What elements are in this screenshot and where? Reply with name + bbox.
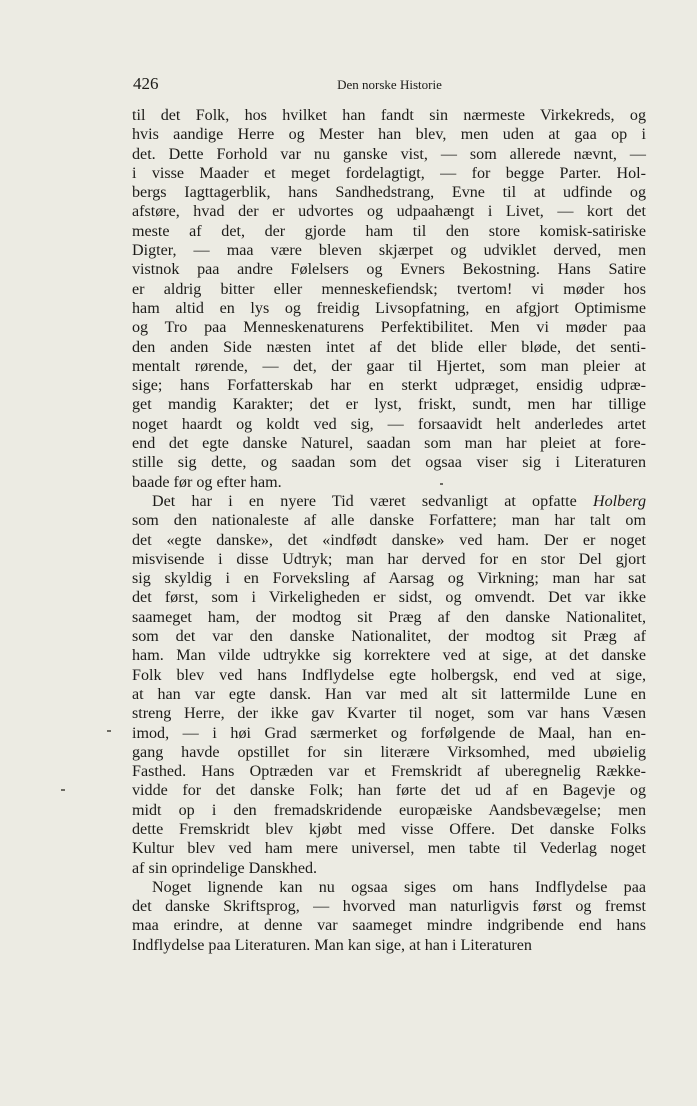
- text-line: ham altid en lys og freidig Livsopfatning, en afgjort Optimisme: [132, 299, 646, 317]
- text-line: imod, — i høi Grad særmerket og forfølgende de Maal, han en-: [132, 724, 646, 742]
- text-line: til det Folk, hos hvilket han fandt sin nærmeste Virkekreds, og: [132, 107, 646, 124]
- text-line: saameget ham, der modtog sit Præg af den danske Nationalitet,: [132, 608, 646, 626]
- page-header: [133, 74, 646, 96]
- text-line: Fasthed. Hans Optræden var et Fremskridt af uberegnelig Række-: [132, 763, 646, 781]
- text-line: vistnok paa andre Følelsers og Evners Bekostning. Hans Satire: [132, 261, 646, 279]
- page-number: 426: [133, 74, 159, 93]
- text-line: vidde for det danske Folk; han førte det ud af en Bagevje og: [132, 782, 646, 800]
- margin-mark: [61, 789, 65, 791]
- text-line: at han var egte dansk. Han var med alt sit lattermilde Lune en: [132, 685, 646, 703]
- text-line: sige; hans Forfatterskab har en sterkt udpræget, ensidig udpræ-: [132, 377, 646, 395]
- text-line: Digter, — maa være bleven skjærpet og udviklet derved, men: [132, 242, 646, 260]
- text-line: sig skyldig i en Forveksling af Aarsag og Virkning; man har sat: [132, 570, 646, 588]
- text-line: dette Fremskridt blev kjøbt med visse Offere. Det danske Folks: [132, 820, 646, 838]
- text-line: det danske Skriftsprog, — hvorved man naturligvis først og fremst: [132, 898, 646, 916]
- text-line: ham. Man vilde udtrykke sig korrektere ved at sige, at det danske: [132, 647, 646, 665]
- text-line: noget haardt og koldt ved sig, — forsaavidt helt anderledes artet: [132, 415, 646, 433]
- text-line: Noget lignende kan nu ogsaa siges om hans Indflydelse paa: [152, 878, 646, 896]
- text-line: det først, som i Virkeligheden er sidst, og omvendt. Det var ikke: [132, 589, 646, 607]
- text-line: hvis aandige Herre og Mester han blev, men uden at gaa op i: [132, 126, 646, 144]
- body-text: [132, 106, 646, 955]
- text-line: som det var den danske Nationalitet, der modtog sit Præg af: [132, 628, 646, 646]
- text-line: som den nationaleste af alle danske Forfattere; man har talt om: [132, 512, 646, 530]
- running-title: Den norske Historie: [337, 77, 442, 92]
- text-line: misvisende i disse Udtryk; man har derved for en stor Del gjort: [132, 550, 646, 568]
- paragraph: [132, 492, 646, 878]
- text-line: gang havde opstillet for sin literære Virksomhed, med ubøielig: [132, 743, 646, 761]
- text-line: midt op i den fremadskridende europæiske Aandsbevægelse; men: [132, 801, 646, 819]
- text-line: bergs Iagttagerblik, hans Sandhedstrang, Evne til at udfinde og: [132, 184, 646, 202]
- text-line: det «egte danske», det «indfødt danske» ved ham. Der er noget: [132, 531, 646, 549]
- text-line: Indflydelse paa Literaturen. Man kan sige, at han i Literaturen: [132, 936, 532, 954]
- margin-mark: [107, 730, 111, 732]
- text-line: get mandig Karakter; det er lyst, friskt, sundt, men har tillige: [132, 396, 646, 414]
- text-line: af sin oprindelige Danskhed.: [132, 859, 318, 877]
- text-line: afstøre, hvad der er udvortes og udpaahængt i Livet, — kort det: [132, 203, 646, 221]
- text-line: meste af det, der gjorde ham til den store komisk-satiriske: [132, 222, 646, 240]
- text-line: streng Herre, der ikke gav Kvarter til noget, som var hans Væsen: [132, 705, 646, 723]
- text-line: maa erindre, at denne var saameget mindre indgribende end hans: [132, 917, 646, 935]
- text-line: mentalt rørende, — det, der gaar til Hjertet, som man pleier at: [132, 357, 646, 375]
- text-line: end det egte danske Naturel, saadan som man har pleiet at fore-: [132, 435, 646, 453]
- paragraph: [132, 106, 646, 492]
- text-line: i visse Maader et meget fordelagtigt, — for begge Parter. Hol-: [132, 164, 646, 182]
- text-line: stille sig dette, og saadan som det ogsaa viser sig i Literaturen: [132, 454, 646, 472]
- text-line: baade før og efter ham.: [132, 473, 282, 491]
- text-line: Kultur blev ved ham mere universel, men tabte til Vederlag noget: [132, 840, 646, 858]
- text-line: Det har i en nyere Tid været sedvanligt at opfatte Holberg: [152, 492, 646, 510]
- text-line: den anden Side næsten intet af det blide eller bløde, det senti-: [132, 338, 646, 356]
- text-line: det. Dette Forhold var nu ganske vist, — som allerede nævnt, —: [132, 145, 646, 163]
- text-line: er aldrig bitter eller menneskefiendsk; tvertom! vi møder hos: [132, 280, 646, 298]
- ink-speck: [440, 483, 443, 485]
- text-line: og Tro paa Menneskenaturens Perfektibilitet. Men vi møder paa: [132, 319, 646, 337]
- paragraph: [132, 878, 646, 955]
- text-line: Folk blev ved hans Indflydelse egte holbergsk, end ved at sige,: [132, 666, 646, 684]
